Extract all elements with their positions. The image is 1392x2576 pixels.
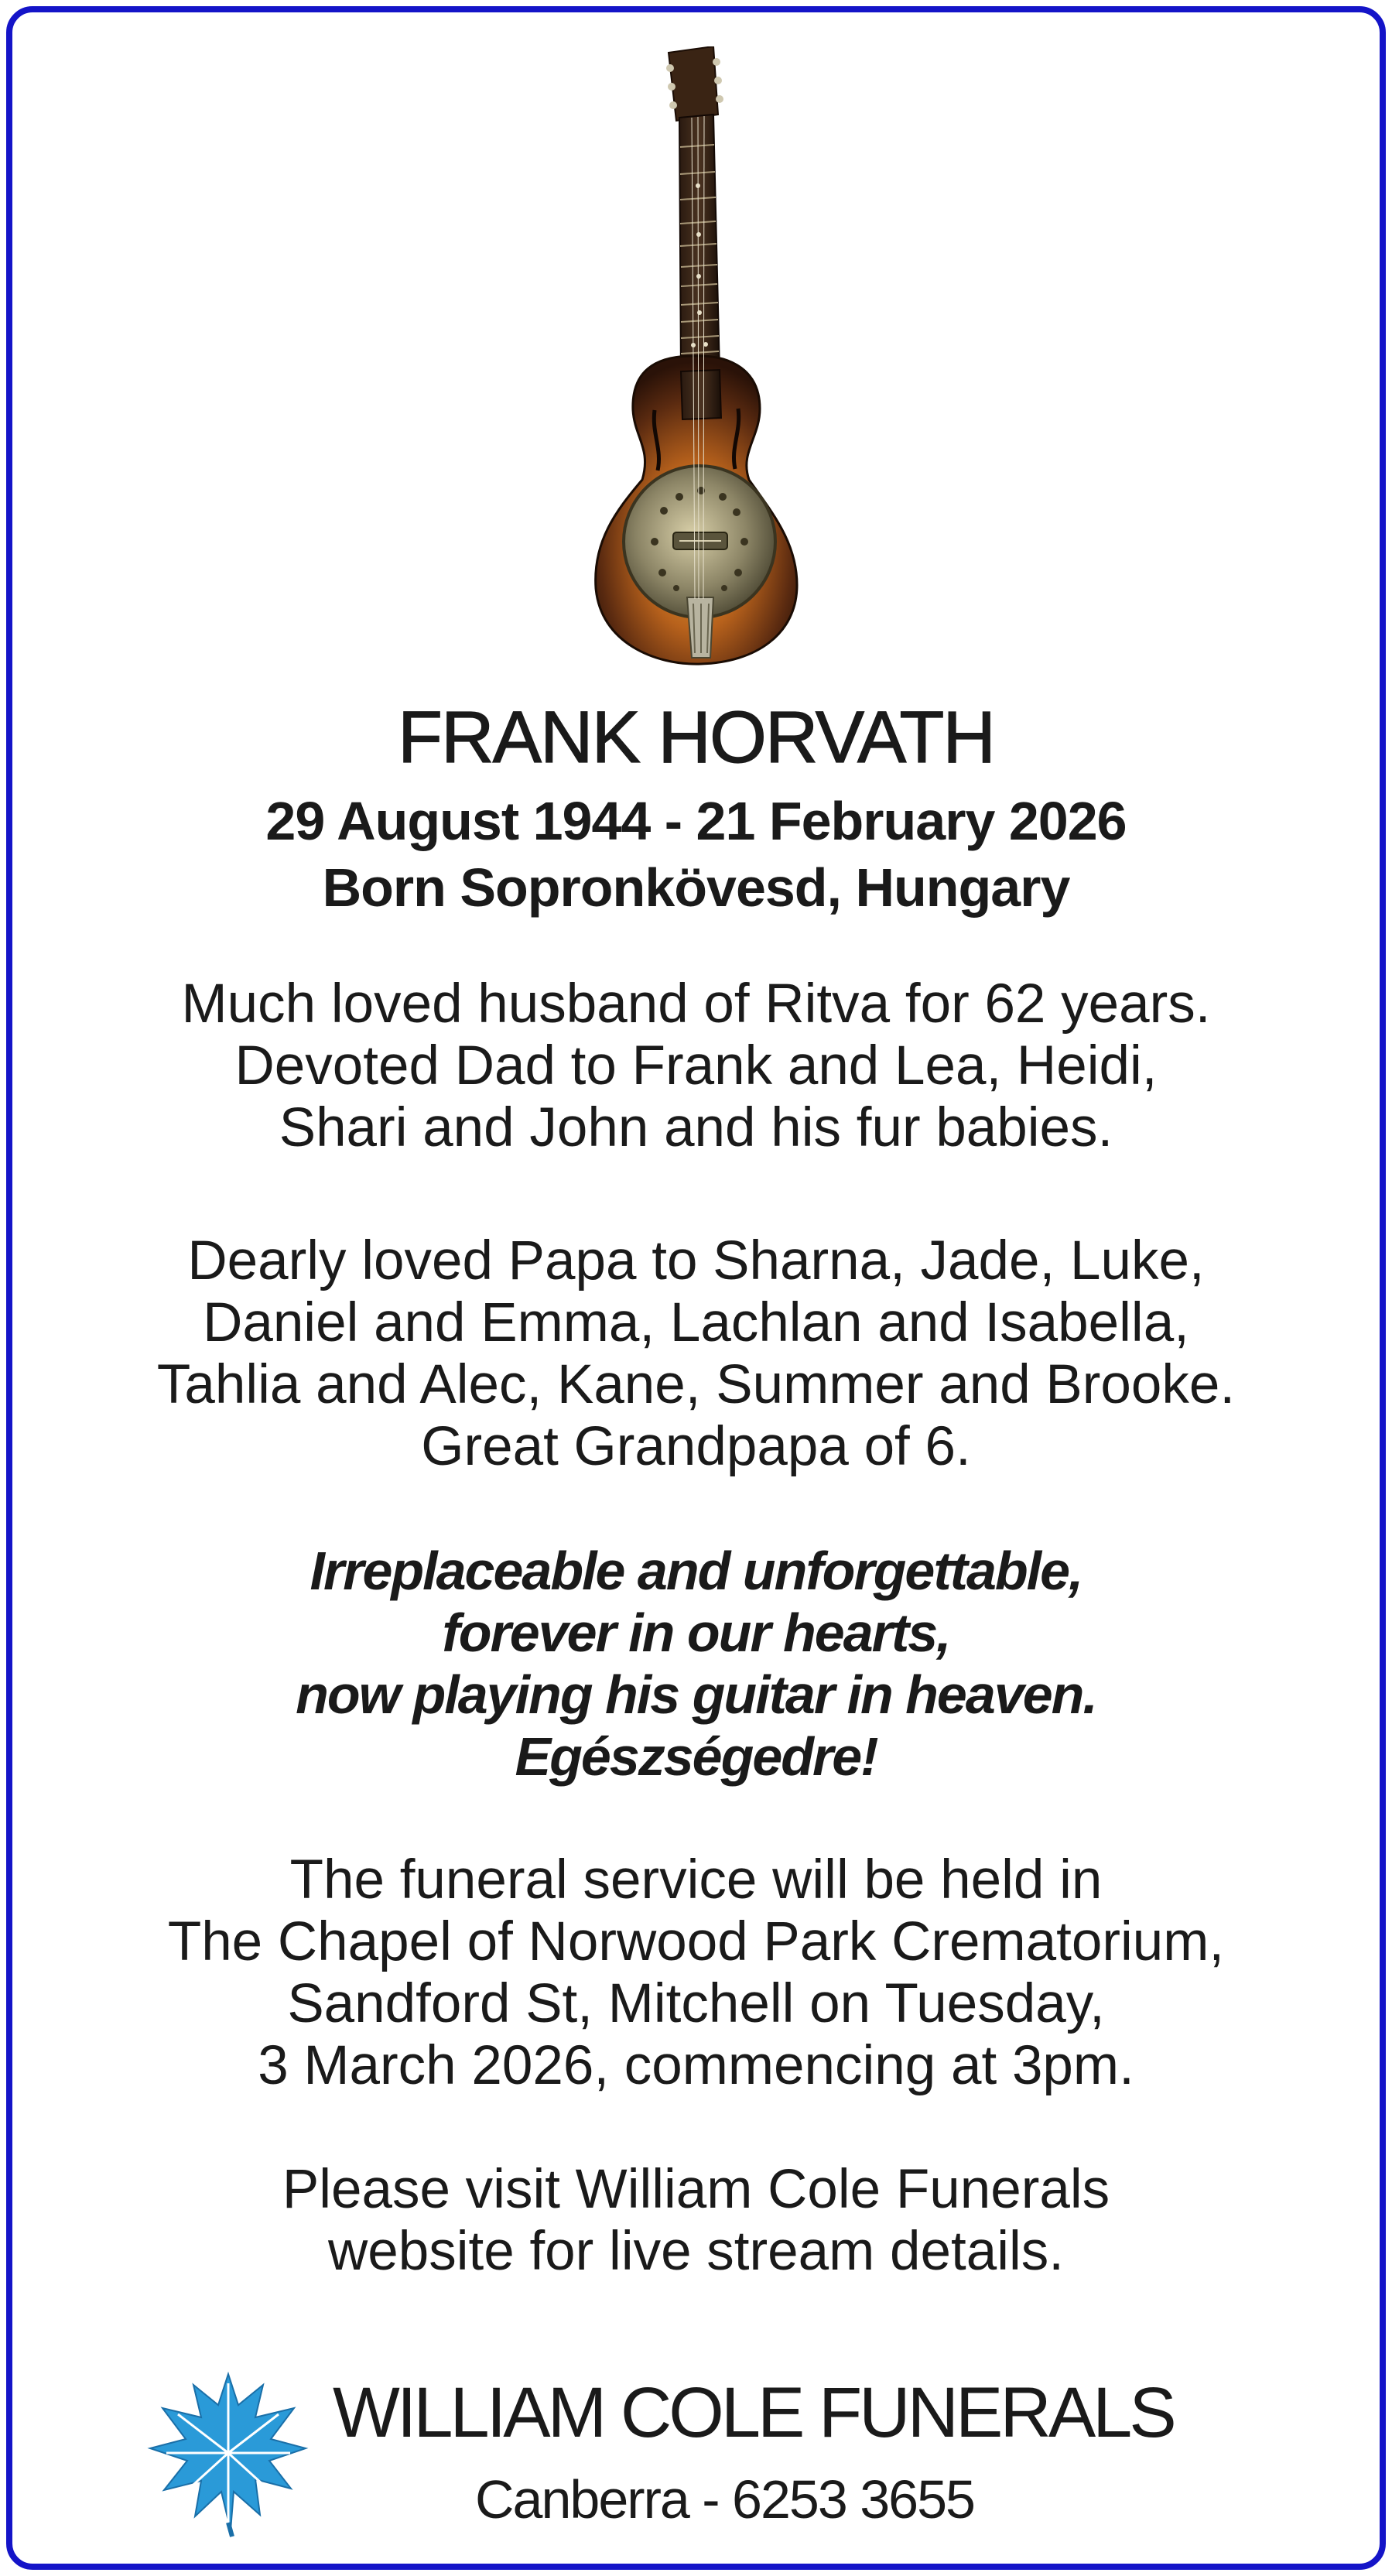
grandchildren-line: Great Grandpapa of 6. [421, 1416, 971, 1477]
livestream-note [31, 2159, 1361, 2283]
quote-line: now playing his guitar in heaven. [296, 1664, 1096, 1725]
date-range: 29 August 1944 - 21 February 2026 [265, 791, 1127, 851]
service-line: Sandford St, Mitchell on Tuesday, [287, 1973, 1105, 2034]
livestream-line: Please visit William Cole Funerals [282, 2159, 1110, 2220]
tribute-quote [31, 1540, 1361, 1787]
grandchildren-paragraph [31, 1230, 1361, 1478]
family-line: Much loved husband of Ritva for 62 years. [181, 973, 1211, 1035]
quote-line: Irreplaceable and unforgettable, [310, 1541, 1082, 1601]
funeral-home-phone: Canberra - 6253 3655 [475, 2469, 974, 2530]
grandchildren-line: Daniel and Emma, Lachlan and Isabella, [203, 1292, 1189, 1353]
family-paragraph [31, 973, 1361, 1159]
family-line: Shari and John and his fur babies. [279, 1097, 1113, 1158]
funeral-home-name: WILLIAM COLE FUNERALS [333, 2373, 1174, 2452]
birthplace: Born Sopronkövesd, Hungary [322, 857, 1070, 918]
livestream-line: website for live stream details. [328, 2221, 1064, 2282]
service-line: The funeral service will be held in [289, 1849, 1103, 1911]
grandchildren-line: Tahlia and Alec, Kane, Summer and Brooke. [156, 1354, 1236, 1415]
grandchildren-line: Dearly loved Papa to Sharna, Jade, Luke, [187, 1230, 1205, 1291]
family-line: Devoted Dad to Frank and Lea, Heidi, [234, 1035, 1158, 1096]
quote-line: Egészségedre! [515, 1726, 877, 1787]
resonator-guitar-image [577, 46, 809, 665]
service-line: The Chapel of Norwood Park Crematorium, [167, 1911, 1225, 1972]
quote-line: forever in our hearts, [442, 1603, 950, 1663]
service-details [31, 1849, 1361, 2097]
service-line: 3 March 2026, commencing at 3pm. [258, 2035, 1134, 2096]
deceased-name: FRANK HORVATH [397, 696, 995, 778]
blue-leaf-icon [147, 2368, 310, 2538]
life-dates [31, 788, 1361, 921]
